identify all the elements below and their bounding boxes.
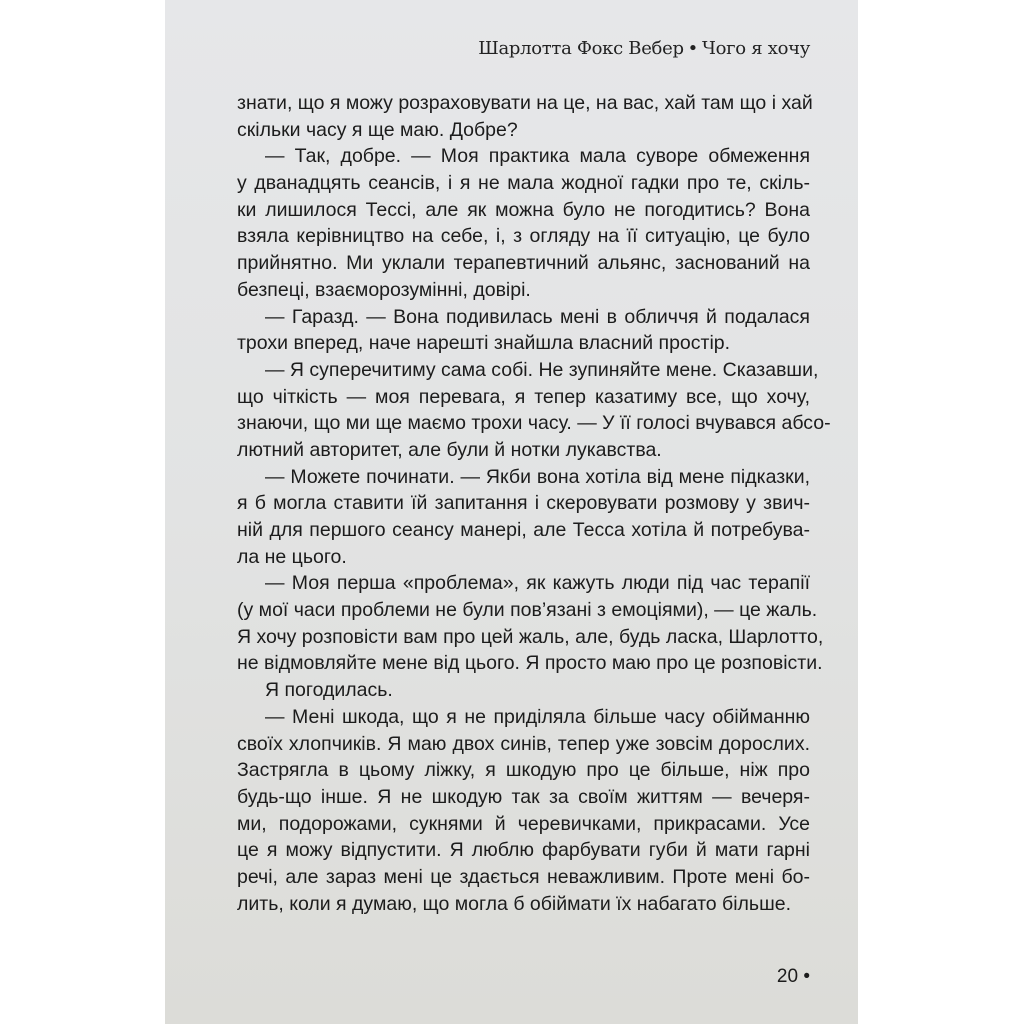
paragraph bbox=[237, 304, 810, 357]
text-line: безпеці, взаєморозумінні, довірі. bbox=[237, 278, 531, 301]
text-line: лить, коли я думаю, що могла б обіймати їх набагато більше. bbox=[237, 892, 791, 915]
text-line: прийнятно. Ми уклали терапевтичний альянс, заснований на bbox=[237, 252, 810, 275]
text-line: знати, що я можу розраховувати на це, на вас, хай там що і хай bbox=[237, 92, 813, 114]
text-line: Я хочу розповісти вам про цей жаль, але, будь ласка, Шарлотто, bbox=[237, 625, 824, 648]
text-line: Застрягла в цьому ліжку, я шкодую про це більше, ніж про bbox=[237, 759, 810, 782]
text-line: — Так, добре. — Моя практика мала суворе обмеження bbox=[265, 145, 810, 168]
book-page bbox=[165, 0, 858, 1024]
text-line: це я можу відпустити. Я люблю фарбувати губи й мати гарні bbox=[237, 839, 810, 862]
page-number-value: 20 bbox=[776, 966, 799, 987]
page-number bbox=[777, 966, 810, 988]
paragraph bbox=[237, 570, 824, 677]
text-line: трохи вперед, наче нарешті знайшла власний простір. bbox=[237, 332, 731, 355]
text-line: ми, подорожами, сукнями й черевичками, прикрасами. Усе bbox=[237, 812, 810, 835]
text-line: — Можете починати. — Якби вона хотіла від мене підказки, bbox=[265, 465, 810, 488]
text-line: скільки часу я ще маю. Добре? bbox=[237, 118, 518, 141]
text-line: — Гаразд. — Вона подивилась мені в обличчя й подалася bbox=[265, 305, 810, 328]
text-line: лютний авторитет, але були й нотки лукавства. bbox=[237, 438, 662, 461]
body-text bbox=[237, 90, 831, 917]
text-line: — Мені шкода, що я не приділяла більше часу обійманню bbox=[265, 705, 810, 728]
text-line: взяла керівництво на себе, і, з огляду на її ситуацію, це було bbox=[237, 225, 810, 248]
running-head-separator: • bbox=[687, 38, 698, 59]
text-line: не відмовляйте мене від цього. Я просто маю про це розповісти. bbox=[237, 652, 823, 675]
paragraph bbox=[237, 143, 810, 303]
text-line: своїх хлопчиків. Я маю двох синів, тепер уже зовсім дорослих. bbox=[237, 732, 810, 755]
paragraph bbox=[237, 464, 810, 571]
text-line: я б могла ставити їй запитання і скеровувати розмову у звич- bbox=[237, 492, 810, 515]
paragraph bbox=[237, 90, 813, 143]
text-line: — Моя перша «проблема», як кажуть люди під час терапії bbox=[265, 572, 810, 595]
running-head bbox=[478, 38, 810, 59]
page-number-bullet: • bbox=[803, 966, 810, 987]
text-line: — Я суперечитиму сама собі. Не зупиняйте мене. Сказавши, bbox=[265, 358, 819, 381]
text-line: (у мої часи проблеми не були пов’язані з емоціями), — це жаль. bbox=[237, 599, 818, 622]
text-line: речі, але зараз мені це здається неважливим. Проте мені бо- bbox=[237, 865, 810, 888]
paragraph bbox=[237, 704, 810, 918]
running-head-author: Шарлотта Фокс Вебер bbox=[478, 38, 684, 59]
text-line: ла не цього. bbox=[237, 545, 347, 568]
text-line: ки лишилося Тессі, але як можна було не погодитись? Вона bbox=[237, 198, 810, 221]
text-line: знаючи, що ми ще маємо трохи часу. — У її голосі вчувався абсо- bbox=[237, 412, 831, 435]
text-line: що чіткість — моя перевага, я тепер казатиму все, що хочу, bbox=[237, 385, 810, 408]
text-line: у дванадцять сеансів, і я не мала жодної гадки про те, скіль- bbox=[237, 172, 810, 195]
text-line: Я погодилась. bbox=[265, 679, 393, 702]
paragraph bbox=[237, 677, 810, 704]
running-head-title: Чого я хочу bbox=[702, 38, 810, 59]
paragraph bbox=[237, 357, 831, 464]
text-line: ній для першого сеансу манері, але Тесса хотіла й потребува- bbox=[237, 519, 810, 541]
text-line: будь-що інше. Я не шкодую так за своїм життям — вечеря- bbox=[237, 785, 810, 808]
